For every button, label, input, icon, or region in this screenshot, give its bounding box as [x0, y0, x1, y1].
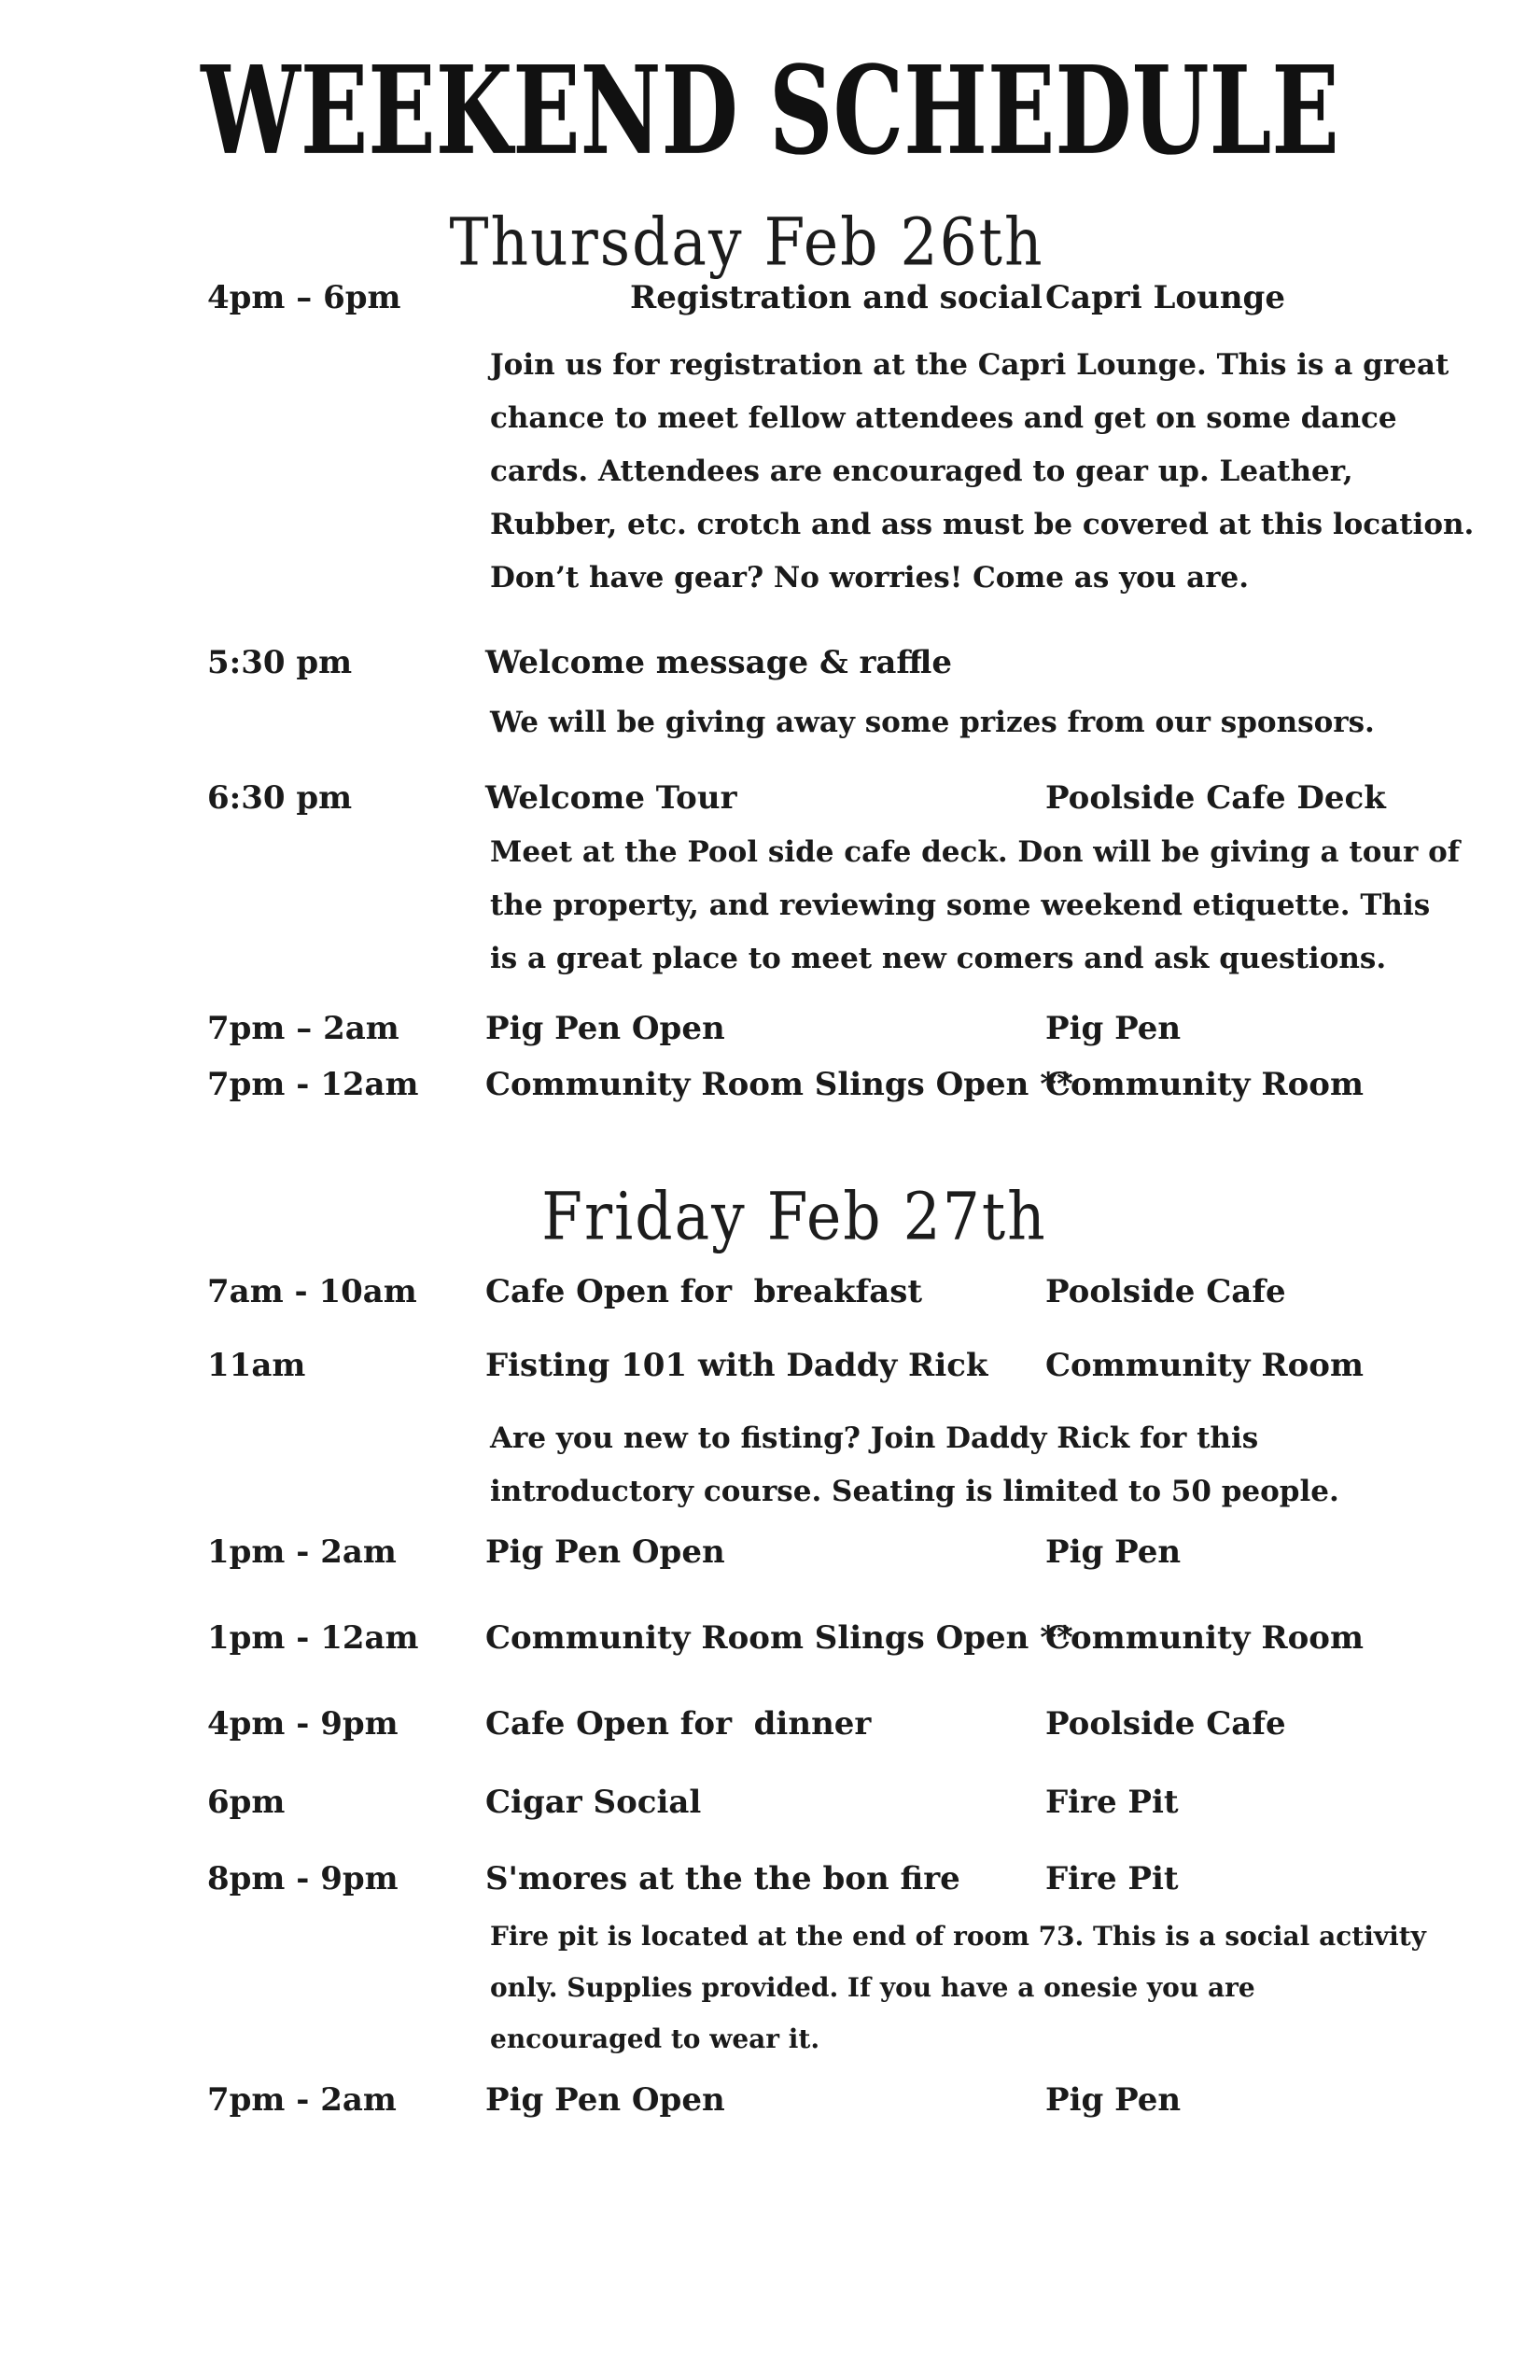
- schedule-row: [207, 1617, 1540, 1659]
- page-title: WEEKEND SCHEDULE: [201, 40, 1339, 183]
- event-time: 4pm - 9pm: [207, 1705, 399, 1743]
- schedule-row: [207, 777, 1540, 819]
- event-location: Pig Pen: [1045, 1533, 1182, 1571]
- event-name: Pig Pen Open: [485, 1010, 725, 1047]
- event-location: Fire Pit: [1045, 1784, 1179, 1821]
- event-name: Registration and social: [630, 279, 1043, 316]
- day-heading-thursday: Thursday Feb 26th: [449, 203, 1044, 281]
- schedule-row: [207, 277, 1540, 318]
- schedule-row: [207, 1008, 1540, 1049]
- event-time: 7pm - 12am: [207, 1066, 419, 1103]
- event-time: 1pm - 12am: [207, 1619, 419, 1657]
- event-time: 8pm - 9pm: [207, 1860, 399, 1897]
- event-location: Pig Pen: [1045, 2081, 1182, 2119]
- event-description: [490, 696, 1540, 749]
- event-description-line: introductory course. Seating is limited to 50 people.: [490, 1475, 1339, 1508]
- event-description: [490, 1412, 1540, 1519]
- event-description: [490, 826, 1540, 986]
- event-description-line: cards. Attendees are encouraged to gear up. Leather,: [490, 455, 1353, 488]
- event-time: 4pm – 6pm: [207, 279, 401, 316]
- day-heading-friday: Friday Feb 27th: [541, 1178, 1047, 1255]
- event-description-line: Are you new to fisting? Join Daddy Rick for this: [490, 1421, 1259, 1455]
- event-description: [490, 1911, 1540, 2065]
- event-description-line: only. Supplies provided. If you have a onesie you are: [490, 1972, 1255, 2003]
- event-location: Poolside Cafe: [1045, 1705, 1286, 1743]
- event-time: 7pm - 2am: [207, 2081, 397, 2119]
- schedule-row: [207, 1532, 1540, 1573]
- schedule-row: [207, 1703, 1540, 1744]
- schedule-row: [207, 1345, 1540, 1386]
- schedule-row: [207, 1858, 1540, 1899]
- event-description: [490, 339, 1540, 605]
- event-location: Community Room: [1045, 1347, 1364, 1384]
- event-location: [1045, 642, 1540, 683]
- event-name: Pig Pen Open: [485, 1533, 725, 1571]
- event-location: Community Room: [1045, 1066, 1364, 1103]
- schedule-row: [207, 1064, 1540, 1105]
- schedule-row: [207, 642, 1540, 683]
- event-description-line: Rubber, etc. crotch and ass must be covered at this location.: [490, 508, 1475, 541]
- event-name: Welcome Tour: [485, 779, 737, 817]
- event-time: 5:30 pm: [207, 644, 353, 681]
- event-name: Welcome message & raffle: [485, 644, 953, 681]
- event-name: Cafe Open for dinner: [485, 1705, 872, 1743]
- event-description-line: We will be giving away some prizes from our sponsors.: [490, 706, 1375, 739]
- event-location: Pig Pen: [1045, 1010, 1182, 1047]
- event-description-line: chance to meet fellow attendees and get on some dance: [490, 401, 1397, 435]
- event-name: S'mores at the the bon fire: [485, 1860, 960, 1897]
- event-location: Poolside Cafe Deck: [1045, 779, 1386, 817]
- schedule-row: [207, 2079, 1540, 2121]
- event-description-line: Meet at the Pool side cafe deck. Don will be giving a tour of: [490, 835, 1461, 869]
- event-time: 6:30 pm: [207, 779, 353, 817]
- event-time: 7am - 10am: [207, 1273, 417, 1310]
- event-location: Poolside Cafe: [1045, 1273, 1286, 1310]
- event-name: Fisting 101 with Daddy Rick: [485, 1347, 988, 1384]
- event-description-line: the property, and reviewing some weekend etiquette. This: [490, 889, 1431, 922]
- event-name: Cafe Open for breakfast: [485, 1273, 923, 1310]
- event-time: 11am: [207, 1347, 306, 1384]
- schedule-row: [207, 1782, 1540, 1823]
- event-description-line: Fire pit is located at the end of room 73. This is a social activity: [490, 1921, 1426, 1952]
- event-description-line: Don’t have gear? No worries! Come as you are.: [490, 561, 1250, 595]
- event-description-line: Join us for registration at the Capri Lounge. This is a great: [490, 348, 1449, 382]
- event-location: Community Room: [1045, 1619, 1364, 1657]
- event-time: 1pm - 2am: [207, 1533, 397, 1571]
- event-description-line: encouraged to wear it.: [490, 2023, 820, 2054]
- event-name: Community Room Slings Open **: [485, 1066, 1073, 1103]
- event-location: Capri Lounge: [1045, 279, 1285, 316]
- event-name: Cigar Social: [485, 1784, 702, 1821]
- event-name: Pig Pen Open: [485, 2081, 725, 2119]
- event-time: 6pm: [207, 1784, 286, 1821]
- event-location: Fire Pit: [1045, 1860, 1179, 1897]
- event-description-line: is a great place to meet new comers and ask questions.: [490, 942, 1387, 975]
- event-name: Community Room Slings Open **: [485, 1619, 1073, 1657]
- event-time: 7pm – 2am: [207, 1010, 399, 1047]
- schedule-row: [207, 1271, 1540, 1312]
